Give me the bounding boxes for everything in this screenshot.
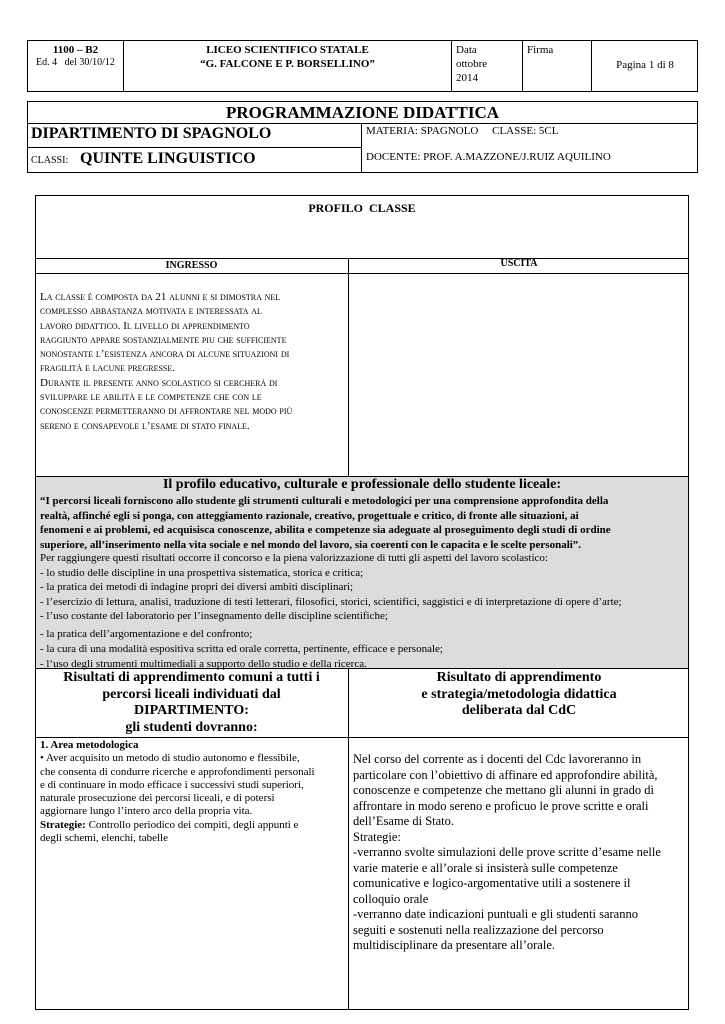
header-divider bbox=[522, 40, 523, 92]
right-line: -verranno date indicazioni puntuali e gli studenti saranno bbox=[353, 907, 638, 921]
heading-line: DIPARTIMENTO: bbox=[134, 703, 249, 718]
risultati-right-heading bbox=[349, 670, 689, 720]
classes-value: QUINTE LINGUISTICO bbox=[80, 150, 256, 167]
classes-label: CLASSI: bbox=[31, 155, 69, 166]
teacher-line: DOCENTE: PROF. A.MAZZONE/J.RUIZ AQUILINO bbox=[366, 151, 611, 163]
ingresso-line: sviluppare le abilità e le competenze che con le bbox=[40, 391, 262, 404]
school-subname: “G. FALCONE E P. BORSELLINO” bbox=[200, 58, 375, 70]
date-month: ottobre bbox=[456, 58, 488, 70]
heading-line: deliberata dal CdC bbox=[461, 703, 577, 718]
profilo-divider bbox=[35, 273, 689, 274]
list-item: - l‘uso degli strumenti multimediali a supporto dello studio e della ricerca. bbox=[40, 657, 367, 670]
ingresso-line: raggiunto appare sostanzialmente piu che sufficiente bbox=[40, 333, 287, 346]
right-line: colloquio orale bbox=[353, 891, 429, 906]
right-line: -verranno svolte simulazioni delle prove scritte d’esame nelle bbox=[353, 845, 661, 859]
area-line: aggiornare lungo l’intero arco della propria vita. bbox=[40, 805, 253, 818]
area-line: • Aver acquisito un metodo di studio autonomo e flessibile, bbox=[40, 752, 300, 765]
strategie-text-2: degli schemi, elenchi, tabelle bbox=[40, 832, 168, 845]
list-item: - lo studio delle discipline in una prospettiva sistematica, storica e critica; bbox=[40, 566, 364, 579]
quote-line: superiore, all’inserimento nella vita sociale e nel mondo del lavoro, sia coerenti con le capacita e le scelte personali”. bbox=[40, 538, 582, 551]
profilo-heading: PROFILO CLASSE bbox=[308, 201, 416, 215]
right-line: conoscenze e competenze che mettano gli alunni in grado di bbox=[353, 783, 654, 797]
right-line: dell’Esame di Stato. bbox=[353, 814, 455, 828]
title-divider bbox=[27, 123, 698, 124]
ingresso-line: conoscenze permetteranno di affrontare nel modo più bbox=[40, 405, 293, 418]
ingresso-line: La classe è composta da 21 alunni e si dimostra nel bbox=[40, 291, 281, 303]
right-line: affrontare in modo sereno e proficuo le prove scritte e orali bbox=[353, 798, 649, 813]
heading-line: Risultati di apprendimento comuni a tutti i bbox=[63, 670, 320, 685]
ingresso-line: fragilità e lacune pregresse. bbox=[40, 362, 176, 375]
right-line: multidisciplinare da presentare all’orale. bbox=[353, 938, 555, 952]
strategie-label: Strategie: bbox=[40, 818, 86, 831]
page-info: Pagina 1 di 8 bbox=[616, 59, 674, 71]
heading-line: gli studenti dovranno: bbox=[125, 719, 258, 735]
header-divider bbox=[451, 40, 452, 92]
risultati-right-text bbox=[353, 752, 686, 954]
risultati-left-heading bbox=[35, 670, 348, 736]
ingresso-line: nonostante l’esistenza ancora di alcune situazioni di bbox=[40, 348, 290, 361]
profilo-educativo-list bbox=[40, 551, 686, 671]
quote-line: “I percorsi liceali forniscono allo studente gli strumenti culturali e metodologici per una comprensione approfondita della bbox=[40, 495, 609, 507]
document-code: 1100 – B2 bbox=[52, 44, 99, 56]
heading-line: e strategia/metodologia didattica bbox=[421, 686, 617, 702]
right-line: varie materie e all’orale si insisterà sulle competenze bbox=[353, 860, 618, 875]
profilo-educativo-quote bbox=[40, 494, 686, 552]
risultati-divider bbox=[35, 737, 689, 738]
page-title: PROGRAMMAZIONE DIDATTICA bbox=[225, 103, 500, 122]
list-item: - l’esercizio di lettura, analisi, traduzione di testi letterari, filosofici, storici, scientifici, saggistici e di interpretazione di opere d’arte; bbox=[40, 595, 622, 608]
title-divider bbox=[361, 123, 362, 173]
ingresso-line: complesso abbastanza motivata e interessata al bbox=[40, 305, 262, 318]
department-name: DIPARTIMENTO DI SPAGNOLO bbox=[31, 125, 272, 142]
date-year: 2014 bbox=[456, 72, 478, 84]
right-line: Nel corso del corrente as i docenti del Cdc lavoreranno in bbox=[353, 752, 642, 766]
strategie-line bbox=[40, 819, 345, 832]
area-line: che consenta di condurre ricerche e approfondimenti personali bbox=[40, 765, 315, 778]
ingresso-line: Durante il presente anno scolastico si cercherà di bbox=[40, 376, 278, 389]
school-name: LICEO SCIENTIFICO STATALE bbox=[206, 44, 369, 56]
ingresso-text bbox=[40, 290, 345, 433]
right-line: Strategie: bbox=[353, 829, 401, 844]
list-item: - la pratica dell’argomentazione e del confronto; bbox=[40, 627, 253, 640]
document-edition: Ed. 4 del 30/10/12 bbox=[36, 57, 115, 68]
profilo-educativo-heading: Il profilo educativo, culturale e professionale dello studente liceale: bbox=[162, 477, 562, 492]
right-line: seguiti e sostenuti nella realizzazione del percorso bbox=[353, 922, 604, 937]
list-item: - l’uso costante del laboratorio per l’insegnamento delle discipline scientifiche; bbox=[40, 610, 388, 622]
subject-line: MATERIA: SPAGNOLO CLASSE: 5CL bbox=[366, 125, 559, 137]
date-label: Data bbox=[456, 44, 477, 56]
ingresso-label: INGRESSO bbox=[165, 260, 218, 271]
uscita-label: USCITA bbox=[500, 258, 538, 269]
signature-label: Firma bbox=[527, 44, 554, 56]
area-line: naturale prosecuzione dei percorsi liceali, e di potersi bbox=[40, 792, 275, 805]
quote-line: realtà, affinché egli si ponga, con atteggiamento razionale, creativo, progettuale e critico, di fronte alle situazioni, ai bbox=[40, 509, 579, 522]
area-metodologica bbox=[40, 739, 345, 845]
ingresso-line: lavoro didattico. Il livello di apprendimento bbox=[40, 319, 250, 332]
strategie-text: Controllo periodico dei compiti, degli appunti e bbox=[85, 818, 299, 831]
list-item: - la pratica dei metodi di indagine propri dei diversi ambiti disciplinari; bbox=[40, 581, 354, 593]
area-title: 1. Area metodologica bbox=[40, 739, 139, 751]
list-item: - la cura di una modalità espositiva scritta ed orale corretta, pertinente, efficace e personale; bbox=[40, 643, 443, 655]
area-line: e di continuare in modo efficace i successivi studi superiori, bbox=[40, 778, 304, 791]
heading-line: Risultato di apprendimento bbox=[436, 670, 602, 685]
list-intro: Per raggiungere questi risultati occorre il concorso e la piena valorizzazione di tutti gli aspetti del lavoro scolastico: bbox=[40, 552, 548, 564]
title-divider bbox=[27, 147, 362, 148]
heading-line: percorsi liceali individuati dal bbox=[102, 686, 281, 702]
right-line: comunicative e logico-argomentative utili a sostenere il bbox=[353, 876, 631, 890]
quote-line: fenomeni e ai problemi, ed acquisisca conoscenze, abilita e competenze sia adeguate al proseguimento degli studi di ordine bbox=[40, 524, 611, 536]
profilo-divider bbox=[348, 258, 349, 476]
ingresso-line: sereno e consapevole l’esame di stato finale. bbox=[40, 419, 250, 432]
right-line: particolare con l’obiettivo di affinare ed approfondire abilità, bbox=[353, 767, 658, 782]
risultati-divider bbox=[348, 669, 349, 1010]
